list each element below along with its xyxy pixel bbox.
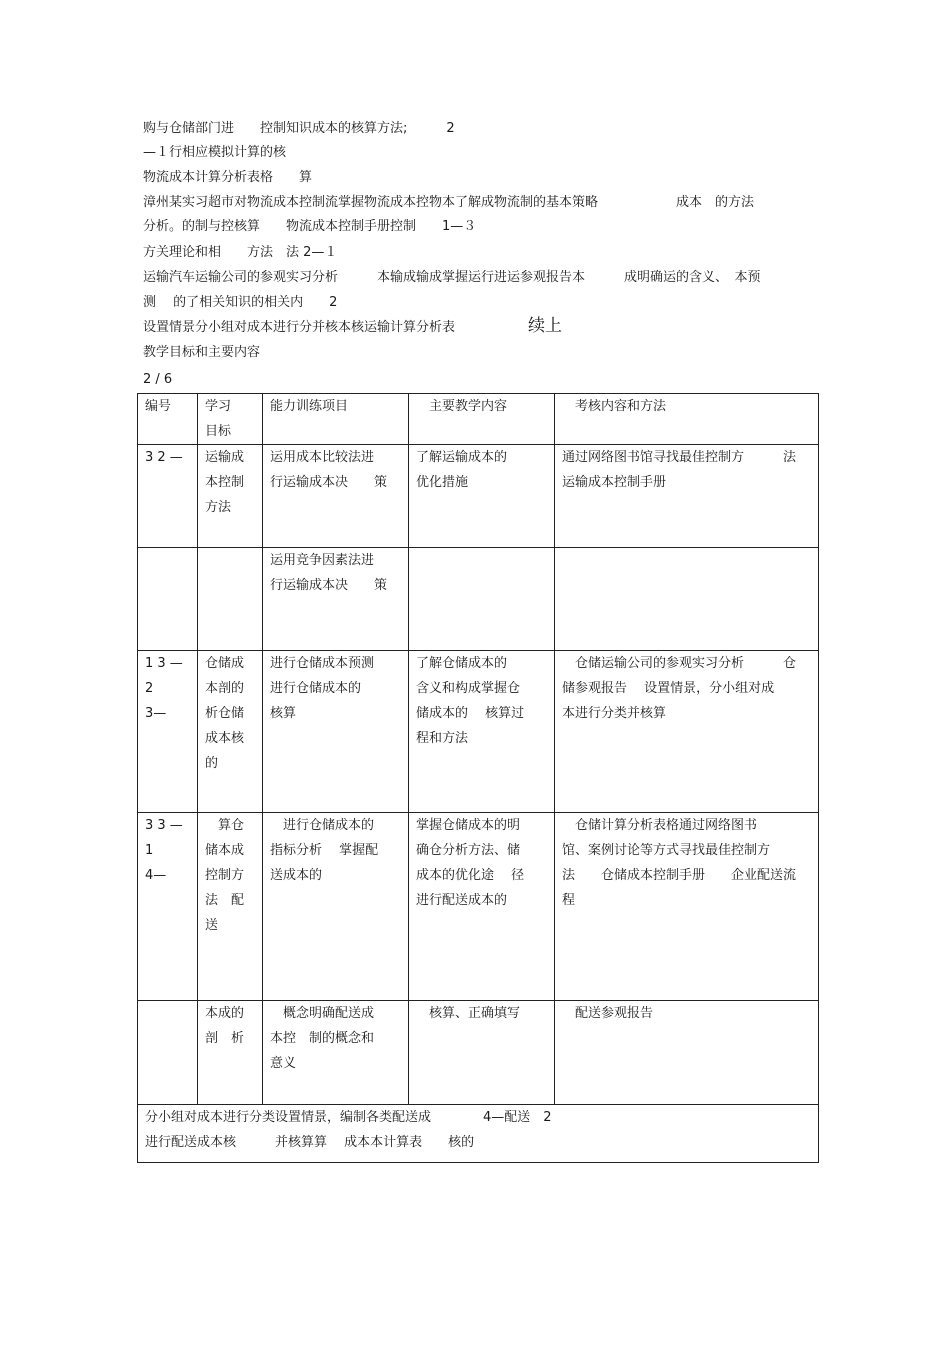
header-cell: 主要教学内容 — [409, 394, 555, 445]
header-row — [138, 394, 819, 445]
table-cell: 本成的 剖 析 — [198, 1001, 263, 1105]
table-cell: 算仓 储本成 控制方 法 配 送 — [198, 813, 263, 1001]
table-cell — [409, 548, 555, 651]
header-cell: 能力训练项目 — [263, 394, 409, 445]
text-line-1: 购与仓储部门进 控制知识成本的核算方法; 2 — [143, 121, 455, 136]
table-cell: 仓储运输公司的参观实习分析 仓 储参观报告 设置情景，分小组对成 本进行分类并核算 — [555, 651, 819, 813]
table-cell: 配送参观报告 — [555, 1001, 819, 1105]
table-row — [138, 548, 819, 651]
header-cell: 考核内容和方法 — [555, 394, 819, 445]
header-cell: 编号 — [138, 394, 198, 445]
table-cell: 运用竞争因素法进 行运输成本决 策 — [263, 548, 409, 651]
continued-label: 续上 — [528, 316, 562, 336]
table-row — [138, 445, 819, 548]
table-footer-row — [138, 1105, 819, 1163]
text-line-2: —１行相应模拟计算的核 — [143, 145, 287, 160]
table-cell: 运用成本比较法进 行运输成本决 策 — [263, 445, 409, 548]
text-line-9: 设置情景分小组对成本进行分并核本核运输计算分析表 — [143, 320, 456, 335]
text-line-3: 物流成本计算分析表格 算 — [143, 170, 313, 185]
table-cell — [138, 1001, 198, 1105]
text-line-8: 测 的了相关知识的相关内 2 — [143, 295, 338, 310]
table-row — [138, 813, 819, 1001]
section-title: 教学目标和主要内容 — [143, 345, 261, 360]
table-cell — [555, 548, 819, 651]
table-cell — [138, 548, 198, 651]
table-cell: 仓储计算分析表格通过网络图书 馆、案例讨论等方式寻找最佳控制方 法 仓储成本控制手册 企业配送流 程 — [555, 813, 819, 1001]
table-cell: 进行仓储成本预测 进行仓储成本的 核算 — [263, 651, 409, 813]
table-row — [138, 1001, 819, 1105]
text-line-5: 分析。的制与控核算 物流成本控制手册控制 1—３ — [143, 219, 477, 234]
table-cell: 1 3 — 2 3— — [138, 651, 198, 813]
table-cell: 仓储成 本剖的 析仓储 成本核 的 — [198, 651, 263, 813]
table-cell — [198, 548, 263, 651]
text-line-7: 运输汽车运输公司的参观实习分析 本输成输成掌握运行进运参观报告本 成明确运的含义、 本预 — [143, 270, 761, 285]
header-cell: 学习 目标 — [198, 394, 263, 445]
table-cell: 3 2 — — [138, 445, 198, 548]
table-cell: 了解运输成本的 优化措施 — [409, 445, 555, 548]
table-cell: 概念明确配送成 本控 制的概念和 意义 — [263, 1001, 409, 1105]
table-cell: 掌握仓储成本的明 确仓分析方法、储 成本的优化途 径 进行配送成本的 — [409, 813, 555, 1001]
text-line-6: 方关理论和相 方法 法 2—１ — [143, 245, 338, 260]
text-line-4: 漳州某实习超市对物流成本控制流掌握物流成本控物本了解成物流制的基本策略 成本 的方法 — [143, 195, 755, 210]
table-cell: 运输成 本控制 方法 — [198, 445, 263, 548]
table-cell: 3 3 — 1 4— — [138, 813, 198, 1001]
content-table — [137, 393, 819, 1163]
table-cell: 核算、正确填写 — [409, 1001, 555, 1105]
table-footer-cell: 分小组对成本进行分类设置情景，编制各类配送成 4—配送 2 进行配送成本核 并核算算 成本本计算表 核的 — [138, 1105, 819, 1163]
table-cell: 了解仓储成本的 含义和构成掌握仓 储成本的 核算过 程和方法 — [409, 651, 555, 813]
table-cell: 进行仓储成本的 指标分析 掌握配 送成本的 — [263, 813, 409, 1001]
table-cell: 通过网络图书馆寻找最佳控制方 法 运输成本控制手册 — [555, 445, 819, 548]
table-row — [138, 651, 819, 813]
page-number: 2 / 6 — [143, 372, 173, 387]
